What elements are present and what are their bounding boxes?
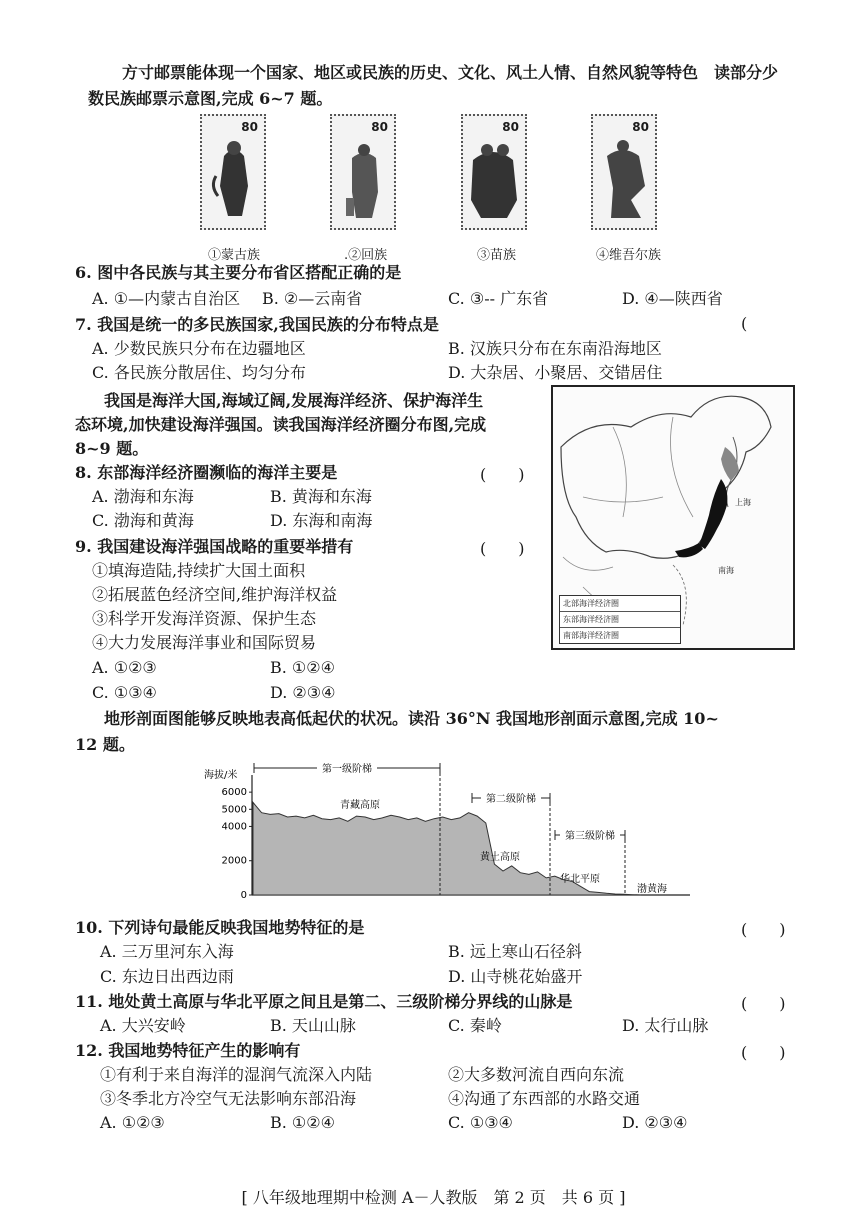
- answer-paren: ( ): [741, 920, 786, 939]
- q11-option-c[interactable]: C. 秦岭: [448, 1016, 502, 1035]
- region-label: 青藏高原: [340, 800, 380, 811]
- q9-statement: ①填海造陆,持续扩大国土面积: [92, 561, 306, 580]
- q12-option-c[interactable]: C. ①③④: [448, 1113, 513, 1132]
- q9-statement: ②拓展蓝色经济空间,维护海洋权益: [92, 585, 338, 604]
- y-axis-label: 海拔/米: [204, 770, 238, 781]
- q7-option-a[interactable]: A. 少数民族只分布在边疆地区: [92, 339, 306, 358]
- q6-option-a[interactable]: A. ①—内蒙古自治区: [92, 289, 241, 308]
- q10-option-d[interactable]: D. 山寺桃花始盛开: [448, 967, 583, 986]
- q11-option-d[interactable]: D. 太行山脉: [622, 1016, 709, 1035]
- stamp-mongol: [200, 114, 266, 230]
- q9-statement: ③科学开发海洋资源、保护生态: [92, 609, 317, 628]
- q12-option-a[interactable]: A. ①②③: [100, 1113, 165, 1132]
- intro-text-line: 8~9 题。: [75, 439, 149, 458]
- q8-option-a[interactable]: A. 渤海和东海: [92, 487, 194, 506]
- stamp-value: 80: [371, 120, 388, 134]
- answer-paren: ( ): [480, 539, 525, 558]
- q9-option-b[interactable]: B. ①②④: [270, 658, 335, 677]
- q7-option-d[interactable]: D. 大杂居、小聚居、交错居住: [448, 363, 663, 382]
- answer-paren: ( ): [480, 465, 525, 484]
- q11-option-a[interactable]: A. 大兴安岭: [100, 1016, 186, 1035]
- terrain-profile-chart: [200, 760, 700, 908]
- stamp-caption: .②回族: [344, 248, 388, 263]
- q6-option-d[interactable]: D. ④—陕西省: [622, 289, 723, 308]
- step-label: 第一级阶梯: [322, 764, 372, 775]
- q7-option-b[interactable]: B. 汉族只分布在东南沿海地区: [448, 339, 662, 358]
- q11-option-b[interactable]: B. 天山山脉: [270, 1016, 356, 1035]
- q12-option-b[interactable]: B. ①②④: [270, 1113, 335, 1132]
- question-11-stem: 11. 地处黄土高原与华北平原之间且是第二、三级阶梯分界线的山脉是: [75, 992, 573, 1011]
- question-6-stem: 6. 图中各民族与其主要分布省区搭配正确的是: [75, 263, 402, 282]
- q12-option-d[interactable]: D. ②③④: [622, 1113, 688, 1132]
- q12-statement: ①有利于来自海洋的湿润气流深入内陆: [100, 1065, 373, 1084]
- stamp-value: 80: [241, 120, 258, 134]
- q12-statement: ④沟通了东西部的水路交通: [448, 1089, 641, 1108]
- intro-text-line: 12 题。: [75, 735, 135, 754]
- q6-option-b[interactable]: B. ②—云南省: [262, 289, 363, 308]
- legend-item-north: 北部海洋经济圈: [560, 596, 680, 612]
- q10-option-b[interactable]: B. 远上寒山石径斜: [448, 942, 582, 961]
- step-label: 第二级阶梯: [486, 794, 536, 805]
- page-footer: [ 八年级地理期中检测 A－人教版 第 2 页 共 6 页 ]: [241, 1188, 626, 1207]
- region-label: 黄土高原: [480, 852, 520, 863]
- stamp-uyghur: [591, 114, 657, 230]
- q8-option-d[interactable]: D. 东海和南海: [270, 511, 373, 530]
- y-tick-label: 0: [240, 890, 247, 901]
- intro-text-line: 态环境,加快建设海洋强国。读我国海洋经济圈分布图,完成: [75, 415, 487, 434]
- q12-statement: ③冬季北方冷空气无法影响东部沿海: [100, 1089, 357, 1108]
- y-tick-label: 4000: [221, 821, 247, 833]
- stamp-caption: ③苗族: [477, 248, 517, 263]
- stamp-caption: ①蒙古族: [208, 248, 261, 263]
- region-label: 华北平原: [560, 874, 600, 885]
- stamp-hui: [330, 114, 396, 230]
- ocean-economic-zone-map: [551, 385, 795, 650]
- answer-paren: ( ): [741, 1043, 786, 1062]
- q9-option-a[interactable]: A. ①②③: [92, 658, 157, 677]
- map-legend: [559, 595, 681, 644]
- y-tick-label: 6000: [221, 787, 247, 799]
- stamp-caption: ④维吾尔族: [596, 248, 662, 263]
- region-label: 渤黄海: [637, 884, 667, 895]
- stamp-value: 80: [502, 120, 519, 134]
- answer-paren: ( ): [741, 994, 786, 1013]
- q9-statement: ④大力发展海洋事业和国际贸易: [92, 633, 317, 652]
- y-tick-label: 2000: [221, 855, 247, 867]
- stamp-miao: [461, 114, 527, 230]
- question-12-stem: 12. 我国地势特征产生的影响有: [75, 1041, 301, 1060]
- intro-text-line: 地形剖面图能够反映地表高低起伏的状况。读沿 36°N 我国地形剖面示意图,完成 10~: [104, 709, 719, 728]
- q7-option-c[interactable]: C. 各民族分散居住、均匀分布: [92, 363, 306, 382]
- legend-item-south: 南部海洋经济圈: [563, 631, 619, 640]
- question-10-stem: 10. 下列诗句最能反映我国地势特征的是: [75, 918, 365, 937]
- q12-statement: ②大多数河流自西向东流: [448, 1065, 625, 1084]
- q9-option-c[interactable]: C. ①③④: [92, 683, 157, 702]
- question-8-stem: 8. 东部海洋经济圈濒临的海洋主要是: [75, 463, 338, 482]
- intro-text-line: 我国是海洋大国,海域辽阔,发展海洋经济、保护海洋生: [104, 391, 484, 410]
- question-9-stem: 9. 我国建设海洋强国战略的重要举措有: [75, 537, 354, 556]
- q10-option-a[interactable]: A. 三万里河东入海: [100, 942, 234, 961]
- q6-option-c[interactable]: C. ③-- 广东省: [448, 289, 549, 308]
- intro-text-line: 方寸邮票能体现一个国家、地区或民族的历史、文化、风土人情、自然风貌等特色 读部分少: [122, 63, 779, 82]
- intro-text-line: 数民族邮票示意图,完成 6~7 题。: [88, 89, 333, 108]
- y-tick-label: 5000: [221, 804, 247, 816]
- map-label: 上海: [735, 498, 751, 507]
- legend-item-east: 东部海洋经济圈: [560, 612, 680, 628]
- step-label: 第三级阶梯: [565, 831, 615, 842]
- answer-paren: (: [741, 314, 748, 333]
- q8-option-c[interactable]: C. 渤海和黄海: [92, 511, 194, 530]
- stamp-value: 80: [632, 120, 649, 134]
- question-7-stem: 7. 我国是统一的多民族国家,我国民族的分布特点是: [75, 315, 439, 334]
- q8-option-b[interactable]: B. 黄海和东海: [270, 487, 372, 506]
- q9-option-d[interactable]: D. ②③④: [270, 683, 336, 702]
- q10-option-c[interactable]: C. 东边日出西边雨: [100, 967, 234, 986]
- map-label: 南海: [718, 566, 734, 575]
